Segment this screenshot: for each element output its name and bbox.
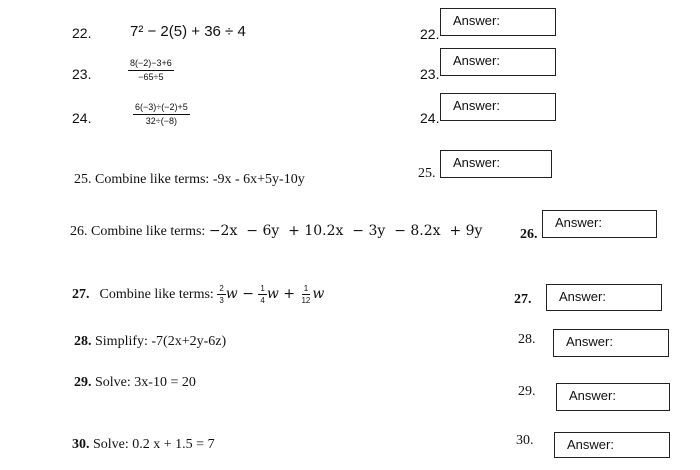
problem-28-line (74, 334, 226, 350)
problem-22-number: 22. (72, 25, 92, 41)
answer-26-field[interactable] (542, 210, 657, 238)
answer-29-field[interactable] (556, 383, 670, 411)
problem-22-expression: 7² − 2(5) + 36 ÷ 4 (130, 23, 246, 40)
answer-29-number: 29. (518, 384, 536, 399)
answer-25-field[interactable] (440, 150, 552, 178)
answer-30-field[interactable] (554, 432, 670, 458)
problem-23-fraction (128, 58, 174, 83)
answer-label: Answer: (453, 53, 500, 68)
problem-24-fraction (133, 102, 190, 127)
problem-23-number: 23. (72, 66, 92, 82)
problem-24-numerator: 6(−3)÷(−2)+5 (133, 102, 190, 115)
problem-28-text: Simplify: -7(2x+2y-6z) (91, 334, 227, 349)
variable-w: w (266, 286, 279, 303)
variable-w: w (312, 286, 325, 303)
problem-30-number: 30. (72, 437, 90, 452)
fraction-2-3: $\frac{2}{3}$ (219, 284, 224, 305)
answer-23-number: 23. (420, 66, 440, 82)
problem-23-denominator: −65÷5 (138, 72, 164, 82)
answer-24-number: 24. (420, 110, 440, 126)
answer-28-field[interactable] (553, 329, 669, 357)
answer-label: Answer: (453, 13, 500, 28)
problem-25-text: 25. Combine like terms: -9x - 6x+5y-10y (74, 172, 305, 187)
answer-27-field[interactable] (546, 284, 662, 311)
problem-23-numerator: 8(−2)−3+6 (128, 58, 174, 71)
problem-24-number: 24. (72, 110, 92, 126)
answer-24-field[interactable] (440, 93, 556, 121)
answer-26-number: 26. (520, 227, 538, 242)
problem-30-line (72, 437, 215, 453)
fraction-1-12: $\frac{1}{12}$ (301, 284, 311, 305)
problem-29-line (74, 375, 196, 391)
problem-26-expression: −2x − 6y + 10.2x − 3y − 8.2x + 9y (208, 223, 483, 239)
problem-30-text: Solve: 0.2 x + 1.5 = 7 (89, 437, 215, 452)
answer-label: Answer: (555, 215, 602, 230)
answer-22-number: 22. (420, 26, 440, 42)
problem-27-line: 27. Combine like terms: $\frac{2}{3}$ w − $\frac{1}{4}$ w + $\frac{1}{12}$ w (72, 284, 325, 305)
problem-26-text: 26. Combine like terms: (70, 224, 209, 239)
variable-w: w (225, 286, 238, 303)
answer-23-field[interactable] (440, 48, 556, 76)
answer-label: Answer: (559, 289, 606, 304)
answer-27-number: 27. (514, 292, 532, 307)
problem-28-number: 28. (74, 334, 92, 349)
answer-label: Answer: (566, 334, 613, 349)
answer-28-number: 28. (518, 332, 536, 347)
fraction-1-4: $\frac{1}{4}$ (260, 284, 265, 305)
problem-26-line (70, 222, 482, 240)
problem-29-text: Solve: 3x-10 = 20 (91, 375, 196, 390)
answer-label: Answer: (569, 388, 616, 403)
answer-label: Answer: (453, 155, 500, 170)
problem-27-text: Combine like terms: (99, 287, 218, 303)
answer-22-field[interactable] (440, 8, 556, 36)
problem-29-number: 29. (74, 375, 92, 390)
answer-label: Answer: (453, 98, 500, 113)
answer-25-number: 25. (418, 166, 436, 181)
answer-label: Answer: (567, 437, 614, 452)
answer-30-number: 30. (516, 433, 534, 448)
problem-24-denominator: 32÷(−8) (145, 116, 177, 126)
problem-27-number: 27. (72, 287, 90, 303)
